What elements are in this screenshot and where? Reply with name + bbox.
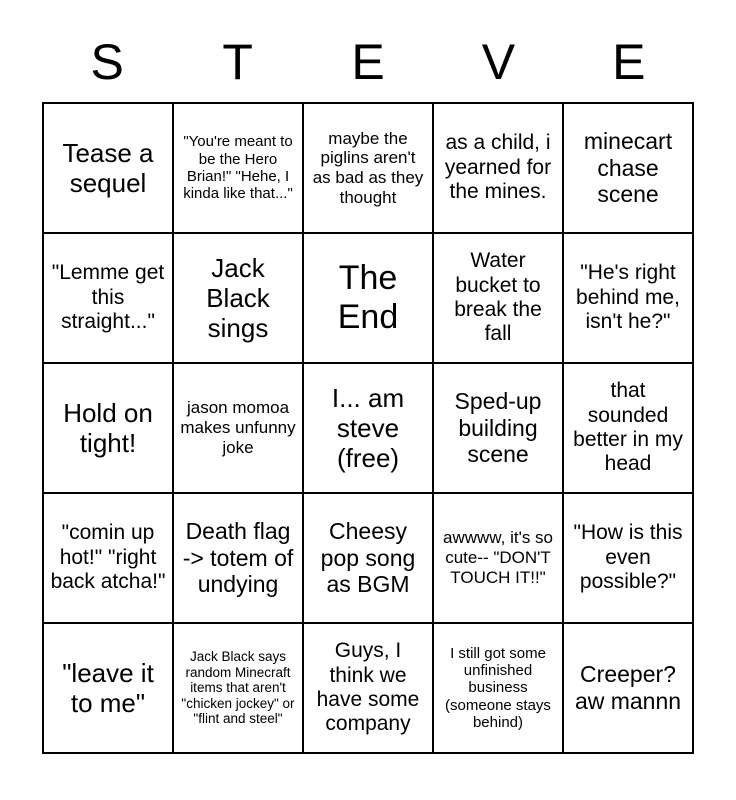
bingo-cell[interactable]: I still got some unfinished business (someone stays behind) [433,623,563,753]
bingo-cell[interactable]: Death flag -> totem of undying [173,493,303,623]
bingo-cell[interactable]: Water bucket to break the fall [433,233,563,363]
bingo-cell[interactable]: "leave it to me" [43,623,173,753]
bingo-cell[interactable]: "How is this even possible?" [563,493,693,623]
bingo-cell[interactable]: Hold on tight! [43,363,173,493]
bingo-cell[interactable]: "Lemme get this straight..." [43,233,173,363]
bingo-cell[interactable]: Sped-up building scene [433,363,563,493]
title-letter-1: S [90,34,124,90]
title-letter-4: V [481,34,516,90]
bingo-cell[interactable]: that sounded better in my head [563,363,693,493]
bingo-cell[interactable]: Jack Black says random Minecraft items that aren't "chicken jockey" or "flint and steel" [173,623,303,753]
bingo-cell[interactable]: minecart chase scene [563,103,693,233]
bingo-row [43,103,693,233]
title-letter-2: T [222,34,253,90]
bingo-cell[interactable]: Jack Black sings [173,233,303,363]
title-letter-5: E [612,34,646,90]
bingo-cell-free[interactable]: The End [303,233,433,363]
bingo-cell[interactable]: "He's right behind me, isn't he?" [563,233,693,363]
bingo-row [43,363,693,493]
bingo-cell[interactable]: jason momoa makes unfunny joke [173,363,303,493]
bingo-row [43,623,693,753]
bingo-cell[interactable]: "You're meant to be the Hero Brian!" "Hehe, I kinda like that..." [173,103,303,233]
title-letter-3: E [351,34,385,90]
bingo-cell[interactable]: as a child, i yearned for the mines. [433,103,563,233]
bingo-grid [42,102,694,754]
bingo-cell[interactable]: Cheesy pop song as BGM [303,493,433,623]
bingo-cell[interactable]: maybe the piglins aren't as bad as they thought [303,103,433,233]
bingo-row [43,493,693,623]
bingo-cell[interactable]: Creeper? aw mannn [563,623,693,753]
bingo-title [42,0,694,102]
bingo-cell[interactable]: "comin up hot!" "right back atcha!" [43,493,173,623]
bingo-row [43,233,693,363]
bingo-cell[interactable]: Tease a sequel [43,103,173,233]
bingo-cell[interactable]: Guys, I think we have some company [303,623,433,753]
bingo-cell[interactable]: awwww, it's so cute-- "DON'T TOUCH IT!!" [433,493,563,623]
bingo-cell[interactable]: I... am steve (free) [303,363,433,493]
